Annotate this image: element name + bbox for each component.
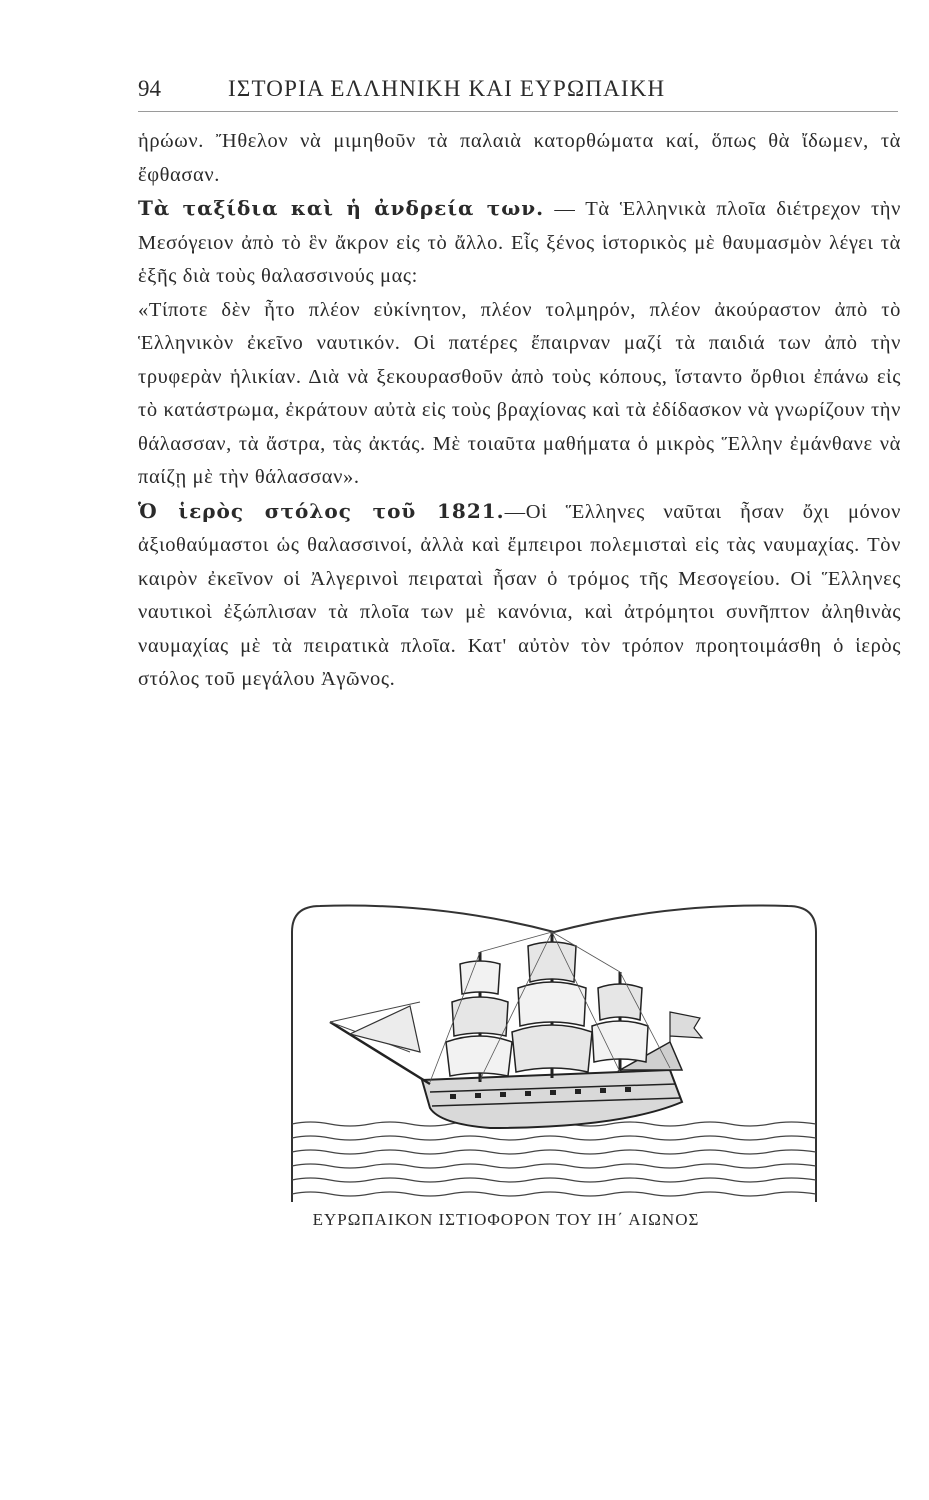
- body-text: [138, 125, 901, 697]
- page-number: 94: [138, 76, 161, 101]
- paragraph-3-quote: «Τίποτε δὲν ἦτο πλέον εὐκίνητον, πλέον τολμηρόν, πλέον ἀκούραστον ἀπὸ τὸ Ἑλληνικὸν ἐκεῖνο ναυτικόν. Οἱ πατέρες ἔπαιρναν μαζί τὰ παιδιά των ἀπὸ τὴν τρυφερὰν ἡλικίαν. Διὰ νὰ ξεκουρασθοῦν ἀπὸ τοὺς κόπους, ἵσταντο ὄρθιοι ἐπάνω εἰς τὸ κατάστρωμα, ἐκράτουν αὐτὰ εἰς τοὺς βραχίονας καὶ τὰ ἐδίδασκον νὰ γνωρίζουν τὴν θάλασσαν, τὰ ἄστρα, τὰς ἀκτάς. Μὲ τοιαῦτα μαθήματα ὁ μικρὸς Ἕλλην ἐμάνθανε νὰ παίζῃ μὲ τὴν θάλασσαν».: [138, 298, 901, 488]
- figure-caption: ΕΥΡΩΠΑΙΚΟΝ ΙΣΤΙΟΦΟΡΟΝ ΤΟΥ ΙΗ΄ ΑΙΩΝΟΣ: [312, 1210, 700, 1229]
- section-heading-voyages: Τὰ ταξίδια καὶ ἡ ἀνδρεία των.: [138, 196, 545, 220]
- paragraph-4: [138, 495, 901, 697]
- paragraph-1: ἡρώων. Ἤθελον νὰ μιμηθοῦν τὰ παλαιὰ κατορθώματα καί, ὅπως θὰ ἴδωμεν, τὰ ἔφθασαν.: [138, 130, 901, 186]
- page-header: [138, 76, 798, 106]
- sailing-ship-illustration: [290, 902, 818, 1202]
- paragraph-2-text: — Τὰ Ἑλληνικὰ πλοῖα διέτρεχον τὴν Μεσόγειον ἀπὸ τὸ ἓν ἄκρον εἰς τὸ ἄλλο. Εἷς ξένος ἱστορικὸς μὲ θαυμασμὸν λέγει τὰ ἑξῆς διὰ τοὺς θαλασσινούς μας:: [138, 198, 902, 287]
- paragraph-2: [138, 192, 901, 294]
- paragraph-4-text: —Οἱ Ἕλληνες ναῦται ἦσαν ὄχι μόνον ἀξιοθαύμαστοι ὡς θαλασσινοί, ἀλλὰ καὶ ἔμπειροι πολεμισταὶ εἰς τὰς ναυμαχίας. Τὸν καιρὸν ἐκεῖνον οἱ Ἀλγερινοὶ πειραταὶ ἦσαν ὁ τρόμος τῆς Μεσογείου. Οἱ Ἕλληνες ναυτικοὶ ἐξώπλισαν τὰ πλοῖα των μὲ κανόνια, καὶ ἀτρόμητοι συνῆπτον ἀληθινὰς ναυμαχίας μὲ τὰ πειρατικὰ πλοῖα. Κατ' αὐτὸν τὸν τρόπον προητοιμάσθη ὁ ἱερὸς στόλος τοῦ μεγάλου Ἀγῶνος.: [138, 500, 901, 690]
- section-heading-sacred-fleet: Ὁ ἱερὸς στόλος τοῦ 1821.: [138, 498, 505, 523]
- running-title: ΙΣΤΟΡΙΑ ΕΛΛΗΝΙΚΗ ΚΑΙ ΕΥΡΩΠΑΙΚΗ: [228, 76, 666, 101]
- header-rule: [138, 111, 898, 112]
